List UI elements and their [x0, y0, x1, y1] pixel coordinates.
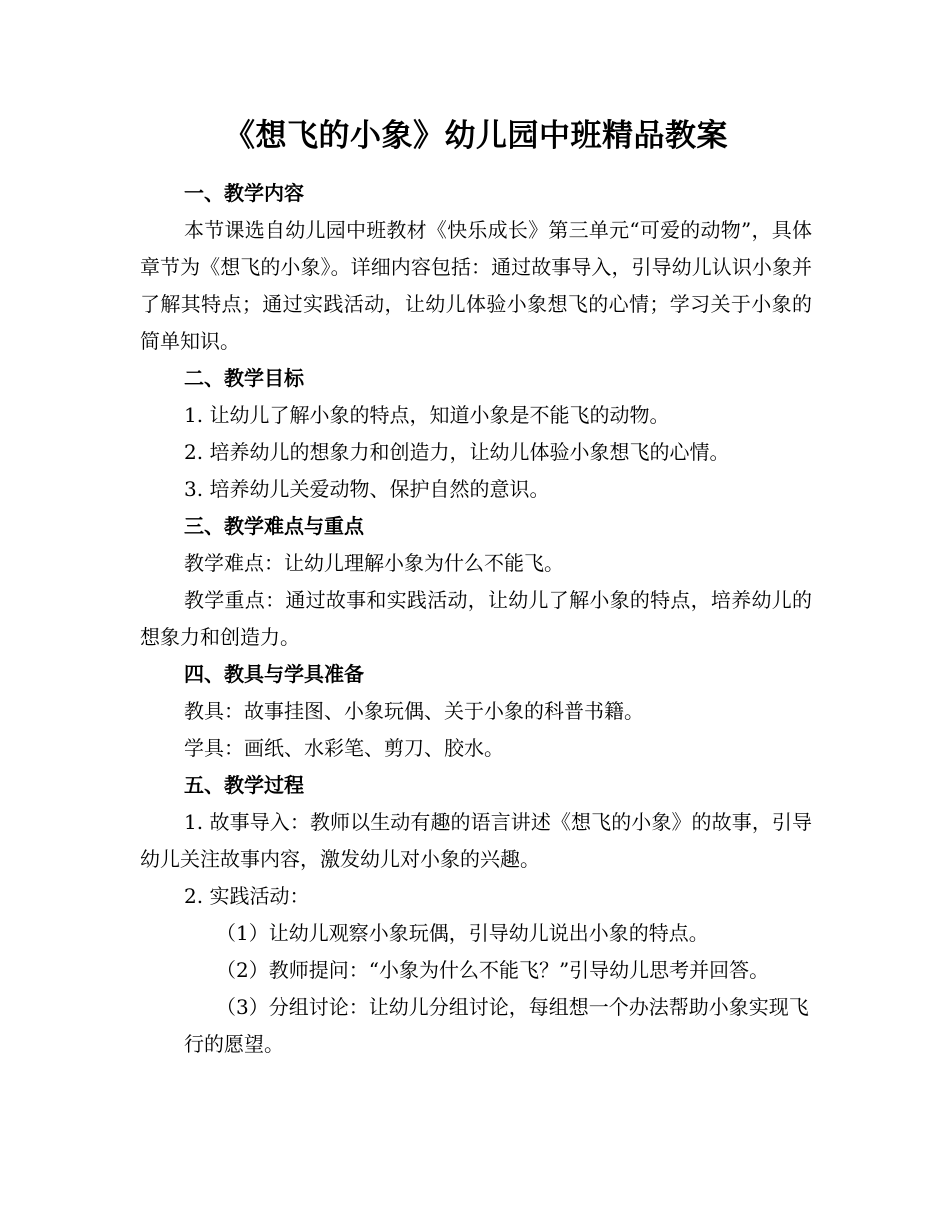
section-heading: 四、教具与学具准备: [184, 662, 364, 686]
goal-item: 2. 培养幼儿的想象力和创造力，让幼儿体验小象想飞的心情。: [184, 440, 730, 464]
process-step: 1. 故事导入：教师以生动有趣的语言讲述《想飞的小象》的故事，引导幼儿关注故事内容，激发幼儿对小象的兴趣。: [140, 810, 812, 871]
section-paragraph: 教学难点：让幼儿理解小象为什么不能飞。: [184, 551, 564, 575]
section-heading: 二、教学目标: [184, 366, 304, 390]
section-teaching-goals: [140, 360, 812, 508]
process-subitem: （2）教师提问：“小象为什么不能飞？”引导幼儿思考并回答。: [216, 958, 770, 982]
section-heading: 三、教学难点与重点: [184, 514, 364, 538]
section-paragraph: 学具：画纸、水彩笔、剪刀、胶水。: [184, 736, 504, 760]
process-step: 2. 实践活动：: [184, 884, 310, 908]
section-paragraph: 教学重点：通过故事和实践活动，让幼儿了解小象的特点，培养幼儿的想象力和创造力。: [140, 588, 812, 649]
section-paragraph: 本节课选自幼儿园中班教材《快乐成长》第三单元“可爱的动物”，具体章节为《想飞的小象》。详细内容包括：通过故事导入，引导幼儿认识小象并了解其特点；通过实践活动，让幼儿体验小象想飞的心情；学习关于小象的简单知识。: [140, 218, 812, 353]
goal-item: 1. 让幼儿了解小象的特点，知道小象是不能飞的动物。: [184, 403, 670, 427]
process-subitem: （3）分组讨论：让幼儿分组讨论，每组想一个办法帮助小象实现飞行的愿望。: [184, 995, 809, 1056]
section-heading: 五、教学过程: [184, 773, 304, 797]
goal-item: 3. 培养幼儿关爱动物、保护自然的意识。: [184, 477, 550, 501]
section-paragraph: 教具：故事挂图、小象玩偶、关于小象的科普书籍。: [184, 699, 644, 723]
section-difficulties-key-points: [140, 508, 812, 656]
section-materials: [140, 656, 812, 767]
section-teaching-process: [140, 767, 812, 1063]
section-heading: 一、教学内容: [184, 181, 304, 205]
process-subitem: （1）让幼儿观察小象玩偶，引导幼儿说出小象的特点。: [216, 921, 709, 945]
section-teaching-content: [140, 175, 812, 360]
document-title: 《想飞的小象》幼儿园中班精品教案: [224, 118, 728, 154]
document-page: [140, 112, 812, 1063]
